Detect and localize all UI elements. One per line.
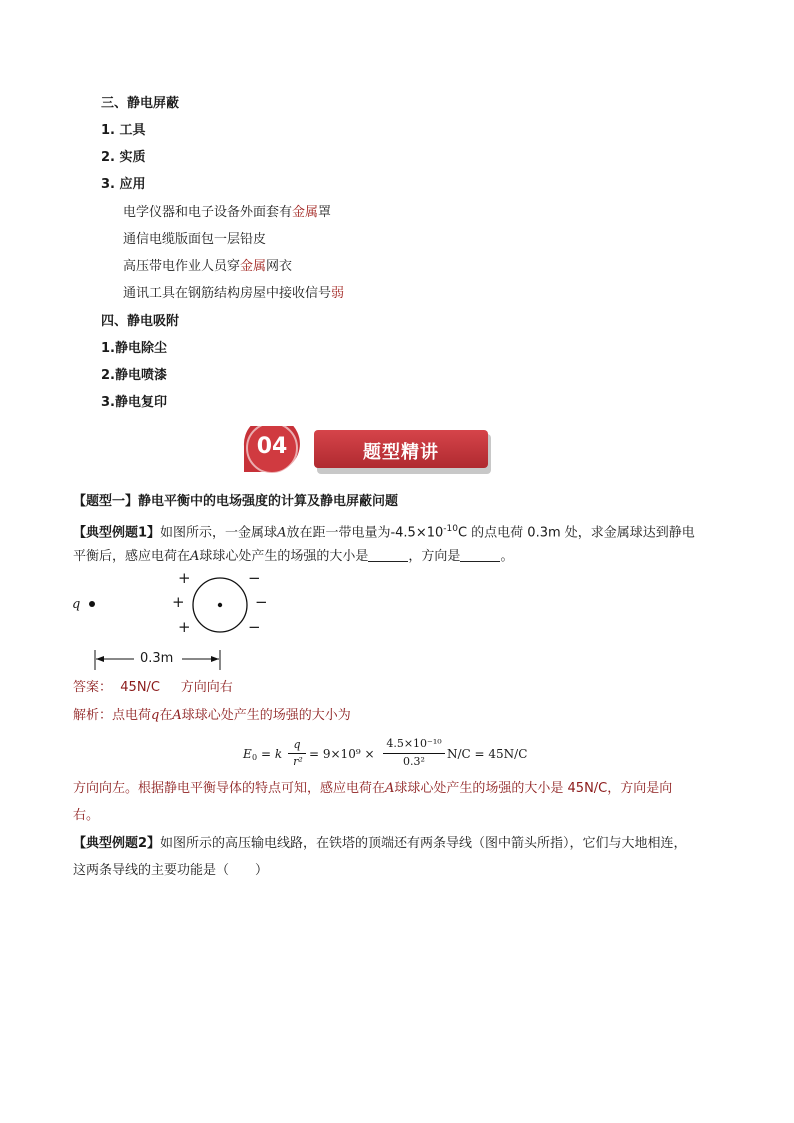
distance-label: 0.3m [140,651,174,666]
section4-heading: 四、静电吸附 [101,314,180,329]
section3-item-3: 3. 应用 [101,177,146,192]
section4-item-2: 2.静电喷漆 [101,368,167,383]
example1-line1: 【典型例题1】如图所示，一金属球A放在距一带电量为$-4.5\times 10^{-10}C$ 的点电荷 0.3m 处，求金属球达到静电 [73,524,695,541]
section3-item-2: 2. 实质 [101,150,146,165]
minus-sign-bottom: − [248,618,261,636]
example2-line1: 【典型例题2】如图所示的高压输电线路，在铁塔的顶端还有两条导线（图中箭头所指），它们与大地相连， [73,836,687,851]
q-label: q [72,597,81,612]
section4-item-1: 1.静电除尘 [101,341,167,356]
plus-sign-middle: + [172,593,185,611]
analysis-line2: 方向向左。根据静电平衡导体的特点可知，感应电荷在A球球心处产生的场强的大小是 45N/C，方向是向 [73,781,673,796]
arrowhead-right [211,656,219,662]
answer-blank-direction[interactable] [460,548,500,562]
banner-title: 题型精讲 [363,442,439,463]
banner-number: 04 [256,434,288,459]
analysis-line3: 右。 [73,808,100,823]
application-2: 通信电缆版面包一层铅皮 [123,232,267,247]
arrowhead-left [96,656,104,662]
minus-sign-middle: − [255,593,268,611]
analysis-line1: 解析：点电荷q在A球球心处产生的场强的大小为 [73,708,351,723]
section4-item-3: 3.静电复印 [101,395,167,410]
plus-sign-top: + [178,569,191,587]
sphere-center-dot [218,603,222,607]
minus-sign-top: − [248,569,261,587]
application-3: 高压带电作业人员穿金属网衣 [123,259,293,274]
answer-blank-magnitude[interactable] [368,548,408,562]
point-charge-dot [89,601,95,607]
example1-line2: 平衡后，感应电荷在A球球心处产生的场强的大小是 ，方向是 。 [73,549,514,564]
section3-item-1: 1. 工具 [101,123,146,138]
section-banner [240,426,492,476]
section3-heading: 三、静电屏蔽 [101,96,180,111]
field-strength-formula: E 0 = k q r² = 9×10⁹ × 4.5×10⁻¹⁰ 0.3² N/C = 45N/C [243,737,528,768]
answer-line: 答案： 45N/C 方向向右 [73,680,233,695]
plus-sign-bottom: + [178,618,191,636]
type1-title: 【题型一】静电平衡中的电场强度的计算及静电屏蔽问题 [73,494,399,509]
application-1: 电学仪器和电子设备外面套有金属罩 [123,205,332,220]
example2-line2: 这两条导线的主要功能是（ ） [73,863,269,878]
application-4: 通讯工具在钢筋结构房屋中接收信号弱 [123,286,345,301]
